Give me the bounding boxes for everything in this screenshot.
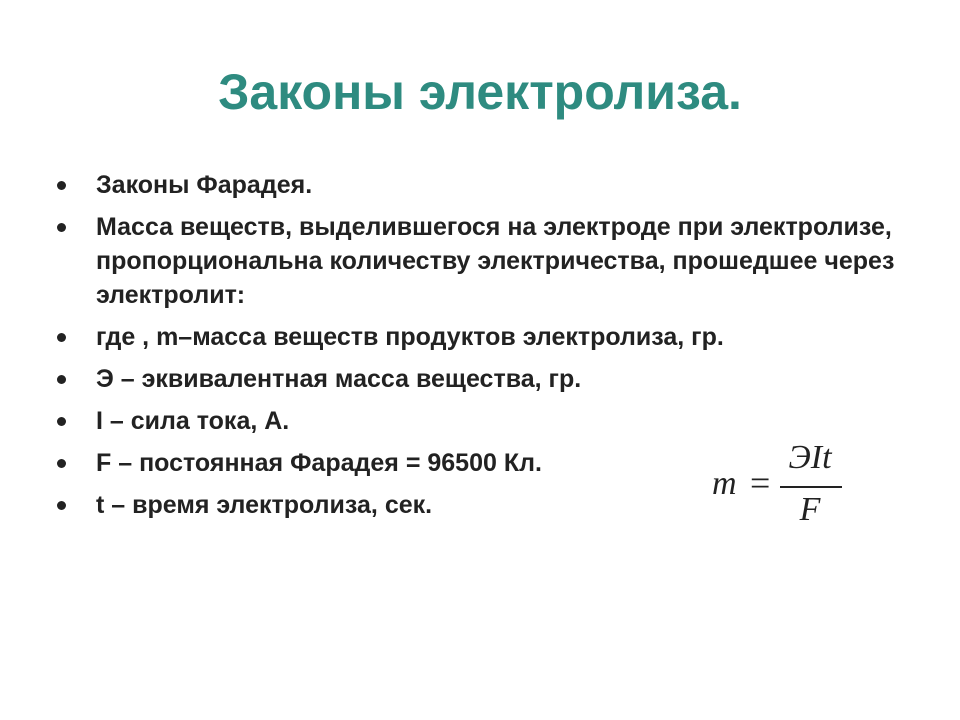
bullet-icon bbox=[57, 333, 66, 342]
bullet-text: где , m–масса веществ продуктов электролиза, гр. bbox=[96, 323, 724, 351]
bullet-text: Э – эквивалентная масса вещества, гр. bbox=[96, 365, 582, 393]
bullet-item bbox=[55, 320, 935, 354]
faraday-formula bbox=[708, 436, 848, 536]
formula-numerator: ЭIt bbox=[788, 439, 832, 476]
formula-equals-sign: = bbox=[750, 463, 771, 503]
bullet-icon bbox=[57, 223, 66, 232]
bullet-icon bbox=[57, 375, 66, 384]
bullet-text: F – постоянная Фарадея = 96500 Кл. bbox=[96, 449, 542, 477]
bullet-text: Масса веществ, выделившегося на электроде при электролизе, пропорциональна количеству электричества, прошедшее через электролит: bbox=[96, 213, 895, 309]
slide-title: Законы электролиза. bbox=[218, 64, 742, 120]
bullet-icon bbox=[57, 181, 66, 190]
bullet-item bbox=[55, 168, 935, 202]
bullet-icon bbox=[57, 417, 66, 426]
bullet-text: I – сила тока, А. bbox=[96, 407, 290, 435]
bullet-text: Законы Фарадея. bbox=[96, 171, 313, 199]
bullet-icon bbox=[57, 459, 66, 468]
bullet-item bbox=[55, 210, 935, 312]
formula-denominator: F bbox=[799, 491, 821, 528]
fraction-bar bbox=[780, 486, 842, 488]
bullet-text: t – время электролиза, сек. bbox=[96, 491, 433, 519]
bullet-icon bbox=[57, 501, 66, 510]
bullet-item bbox=[55, 404, 935, 438]
formula-lhs: m bbox=[712, 465, 737, 502]
bullet-item bbox=[55, 362, 935, 396]
